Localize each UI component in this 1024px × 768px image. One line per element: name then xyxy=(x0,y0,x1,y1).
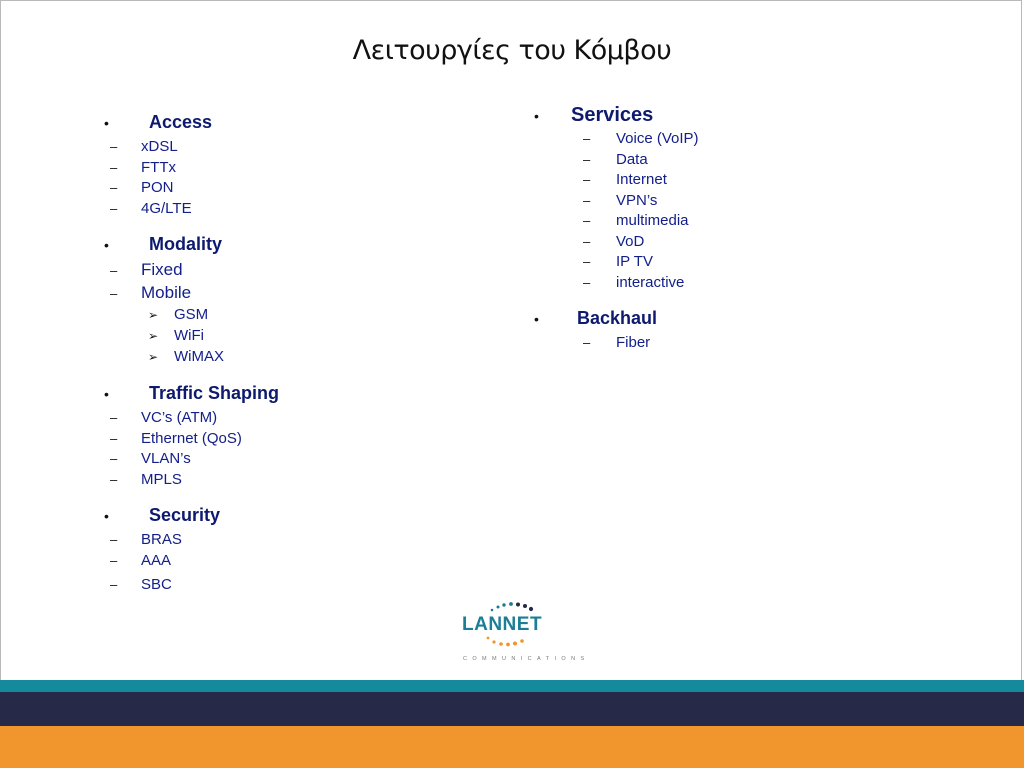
list-item: – VoD xyxy=(583,232,645,250)
heading-modality: Modality xyxy=(149,234,223,254)
list-item: – BRAS xyxy=(110,531,182,548)
list-item: – VPN’s xyxy=(583,191,658,209)
heading-backhaul: Backhaul xyxy=(577,308,658,328)
section-traffic-shaping xyxy=(102,383,482,491)
list-item: – Ethernet (QoS) xyxy=(110,429,242,447)
list-item: – Mobile xyxy=(110,283,192,302)
heading-services: Services xyxy=(571,104,654,126)
list-item: – FTTx xyxy=(110,158,176,176)
slide-title: Λειτουργίες του Κόμβου xyxy=(352,35,672,66)
section-backhaul xyxy=(532,308,912,355)
right-column xyxy=(532,104,912,369)
list-item: – xDSL xyxy=(110,138,178,155)
section-modality xyxy=(102,234,482,369)
arrow-bullet-icon: ➢ xyxy=(148,308,159,322)
bullet: • xyxy=(104,115,109,131)
sub-list-item: ➢ WiMAX xyxy=(148,348,224,365)
arrow-bullet-icon: ➢ xyxy=(148,350,159,364)
footer-band-orange xyxy=(0,726,1024,768)
sub-list-item: ➢ WiFi xyxy=(148,327,204,344)
list-item: – Data xyxy=(583,150,648,168)
list-item: – IP TV xyxy=(583,253,653,270)
heading-traffic-shaping: Traffic Shaping xyxy=(149,383,280,403)
bullet: • xyxy=(104,237,109,253)
list-item: – Fiber xyxy=(583,334,651,351)
sub-list-item: ➢ GSM xyxy=(148,306,209,323)
left-column xyxy=(102,112,482,611)
footer-band-navy xyxy=(0,692,1024,726)
heading-access: Access xyxy=(149,112,213,132)
heading-security: Security xyxy=(149,505,221,525)
list-item: – AAA xyxy=(110,551,172,569)
logo-subtitle: COMMUNICATIONS xyxy=(463,656,590,662)
bullet: • xyxy=(534,108,539,124)
list-item: – interactive xyxy=(583,273,685,291)
list-item: – 4G/LTE xyxy=(110,199,192,217)
section-access xyxy=(102,112,482,220)
list-item: – VC’s (ATM) xyxy=(110,409,218,426)
arrow-bullet-icon: ➢ xyxy=(148,329,159,343)
list-item: – Voice (VoIP) xyxy=(583,130,699,147)
logo-wordmark: LANNET xyxy=(462,614,543,635)
list-item: – VLAN’s xyxy=(110,450,191,467)
list-item: – SBC xyxy=(110,576,172,593)
lannet-logo xyxy=(458,600,590,666)
list-item: – PON xyxy=(110,179,174,196)
list-item: – multimedia xyxy=(583,212,689,229)
bullet: • xyxy=(104,386,109,402)
footer-band-teal xyxy=(0,680,1024,692)
section-security xyxy=(102,505,482,597)
section-services xyxy=(532,104,912,294)
list-item: – Internet xyxy=(583,171,667,188)
list-item: – Fixed xyxy=(110,260,183,279)
bullet: • xyxy=(534,311,539,327)
bullet: • xyxy=(104,508,109,524)
list-item: – MPLS xyxy=(110,470,182,488)
